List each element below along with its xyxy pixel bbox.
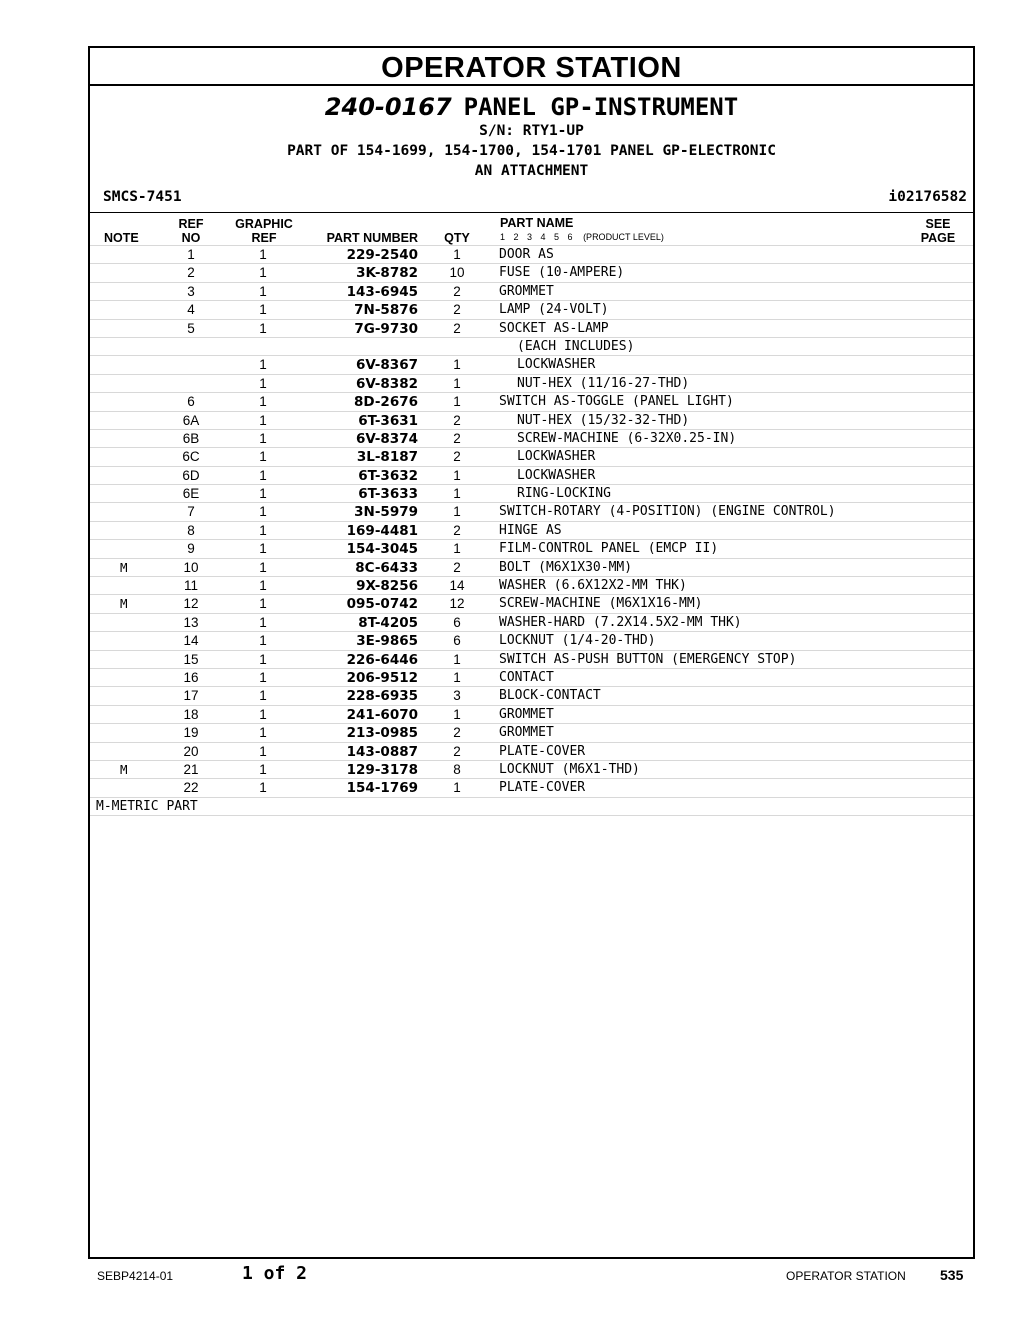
part-name-cell: NUT-HEX (15/32-32-THD) bbox=[517, 412, 690, 428]
table-row bbox=[90, 300, 973, 318]
ref-cell: 19 bbox=[183, 725, 199, 741]
table-row bbox=[90, 631, 973, 649]
product-level-label: (PRODUCT LEVEL) bbox=[583, 232, 664, 242]
header-see-top: SEE bbox=[925, 217, 951, 231]
part-name-cell: FUSE (10-AMPERE) bbox=[499, 265, 625, 281]
ref-cell: 21 bbox=[183, 761, 199, 777]
table-row bbox=[90, 723, 973, 741]
header-ref bbox=[170, 217, 212, 245]
part-number-cell: 7N-5876 bbox=[354, 302, 418, 319]
part-number-cell: 9X-8256 bbox=[356, 578, 418, 595]
smcs-code: SMCS-7451 bbox=[103, 189, 182, 205]
ref-cell: 13 bbox=[183, 614, 199, 630]
header-rule bbox=[90, 212, 973, 213]
footer-page-of: 1 of 2 bbox=[242, 1263, 308, 1284]
ref-cell: 5 bbox=[187, 320, 195, 336]
qty-cell: 2 bbox=[453, 283, 461, 299]
part-number-cell: 154-3045 bbox=[346, 541, 418, 558]
footnote: M-METRIC PART bbox=[96, 798, 198, 814]
qty-cell: 1 bbox=[453, 467, 461, 483]
table-row bbox=[90, 539, 973, 557]
part-number-cell: 241-6070 bbox=[346, 706, 418, 723]
graphic-ref-cell: 1 bbox=[259, 688, 267, 704]
qty-cell: 2 bbox=[453, 449, 461, 465]
part-name-cell: LOCKNUT (1/4-20-THD) bbox=[499, 633, 656, 649]
ref-cell: 12 bbox=[183, 596, 199, 612]
page-frame bbox=[88, 46, 975, 1259]
qty-cell: 6 bbox=[453, 614, 461, 630]
graphic-ref-cell: 1 bbox=[259, 449, 267, 465]
header-ref-bottom: NO bbox=[181, 231, 201, 245]
qty-cell: 1 bbox=[453, 651, 461, 667]
qty-cell: 1 bbox=[453, 706, 461, 722]
ref-cell: 2 bbox=[187, 265, 195, 281]
header-graphic-bottom: REF bbox=[251, 231, 277, 245]
part-name-cell: LOCKWASHER bbox=[517, 357, 596, 373]
section-title: OPERATOR STATION bbox=[90, 48, 973, 86]
part-name-cell: FILM-CONTROL PANEL (EMCP II) bbox=[499, 541, 719, 557]
ref-cell: 6B bbox=[182, 430, 200, 446]
table-row bbox=[90, 742, 973, 760]
part-number-cell: 3N-5979 bbox=[354, 504, 418, 521]
group-part-number: 240-0167 bbox=[324, 93, 452, 121]
ref-cell: 6A bbox=[182, 412, 200, 428]
header-part-name: PART NAME bbox=[500, 216, 574, 230]
qty-cell: 2 bbox=[453, 725, 461, 741]
qty-cell: 2 bbox=[453, 412, 461, 428]
part-name-cell: SCREW-MACHINE (6-32X0.25-IN) bbox=[517, 430, 737, 446]
graphic-ref-cell: 1 bbox=[259, 761, 267, 777]
qty-cell: 1 bbox=[453, 357, 461, 373]
graphic-ref-cell: 1 bbox=[259, 614, 267, 630]
part-number-cell: 8T-4205 bbox=[358, 614, 418, 631]
table-row bbox=[90, 374, 973, 392]
part-number-cell: 154-1769 bbox=[346, 780, 418, 797]
table-row bbox=[90, 411, 973, 429]
graphic-ref-cell: 1 bbox=[259, 486, 267, 502]
part-name-cell: (EACH INCLUDES) bbox=[517, 338, 635, 354]
part-name-cell: NUT-HEX (11/16-27-THD) bbox=[517, 375, 690, 391]
graphic-ref-cell: 1 bbox=[259, 596, 267, 612]
qty-cell: 1 bbox=[453, 375, 461, 391]
note-cell: M bbox=[120, 559, 128, 575]
part-number-cell: 3E-9865 bbox=[356, 633, 418, 650]
part-number-cell: 206-9512 bbox=[346, 669, 418, 686]
part-name-cell: SOCKET AS-LAMP bbox=[499, 320, 609, 336]
part-name-cell: PLATE-COVER bbox=[499, 780, 586, 796]
parts-list bbox=[90, 245, 973, 816]
qty-cell: 2 bbox=[453, 302, 461, 318]
ref-cell: 9 bbox=[187, 541, 195, 557]
ref-cell: 6 bbox=[187, 394, 195, 410]
graphic-ref-cell: 1 bbox=[259, 669, 267, 685]
header-part-number: PART NUMBER bbox=[326, 231, 418, 245]
graphic-ref-cell: 1 bbox=[259, 578, 267, 594]
table-row bbox=[90, 558, 973, 576]
ref-cell: 20 bbox=[183, 743, 199, 759]
table-row bbox=[90, 521, 973, 539]
ref-cell: 3 bbox=[187, 283, 195, 299]
table-row bbox=[90, 263, 973, 281]
part-number-cell: 6T-3633 bbox=[358, 486, 418, 503]
ref-cell: 14 bbox=[183, 633, 199, 649]
part-name-cell: SCREW-MACHINE (M6X1X16-MM) bbox=[499, 596, 703, 612]
table-row bbox=[90, 355, 973, 373]
header-note: NOTE bbox=[104, 231, 139, 245]
graphic-ref-cell: 1 bbox=[259, 394, 267, 410]
part-number-cell: 7G-9730 bbox=[354, 320, 418, 337]
qty-cell: 1 bbox=[453, 541, 461, 557]
graphic-ref-cell: 1 bbox=[259, 467, 267, 483]
footnote-row bbox=[90, 797, 973, 816]
footer-section: OPERATOR STATION bbox=[786, 1269, 906, 1283]
header-graphic-ref bbox=[228, 217, 300, 245]
qty-cell: 1 bbox=[453, 669, 461, 685]
part-name-cell: BLOCK-CONTACT bbox=[499, 688, 601, 704]
qty-cell: 6 bbox=[453, 633, 461, 649]
qty-cell: 3 bbox=[453, 688, 461, 704]
qty-cell: 2 bbox=[453, 430, 461, 446]
graphic-ref-cell: 1 bbox=[259, 541, 267, 557]
part-number-cell: 143-0887 bbox=[346, 743, 418, 760]
part-number-cell: 129-3178 bbox=[346, 761, 418, 778]
part-name-cell: SWITCH AS-PUSH BUTTON (EMERGENCY STOP) bbox=[499, 651, 797, 667]
part-number-cell: 169-4481 bbox=[346, 522, 418, 539]
part-name-cell: GROMMET bbox=[499, 725, 554, 741]
footer-doc-number: SEBP4214-01 bbox=[97, 1269, 174, 1283]
part-number-cell: 8C-6433 bbox=[355, 559, 418, 576]
graphic-ref-cell: 1 bbox=[259, 633, 267, 649]
table-row bbox=[90, 447, 973, 465]
graphic-ref-cell: 1 bbox=[259, 265, 267, 281]
part-name-cell: HINGE AS bbox=[499, 522, 562, 538]
illustration-id: i02176582 bbox=[888, 189, 967, 205]
table-row bbox=[90, 594, 973, 612]
part-number-cell: 143-6945 bbox=[346, 283, 418, 300]
table-row bbox=[90, 466, 973, 484]
part-name-cell: SWITCH AS-TOGGLE (PANEL LIGHT) bbox=[499, 394, 734, 410]
header-see-page bbox=[918, 217, 958, 245]
table-row bbox=[90, 319, 973, 337]
ref-cell: 16 bbox=[183, 669, 199, 685]
part-name-cell: CONTACT bbox=[499, 669, 554, 685]
table-row bbox=[90, 245, 973, 263]
qty-cell: 1 bbox=[453, 486, 461, 502]
serial-number: S/N: RTY1-UP bbox=[479, 123, 584, 139]
header-ref-top: REF bbox=[178, 217, 204, 231]
part-number-cell: 6V-8374 bbox=[355, 430, 418, 447]
part-name-cell: BOLT (M6X1X30-MM) bbox=[499, 559, 633, 575]
table-row bbox=[90, 613, 973, 631]
ref-cell: 8 bbox=[187, 522, 195, 538]
group-name: PANEL GP-INSTRUMENT bbox=[463, 93, 739, 121]
ref-cell: 7 bbox=[187, 504, 195, 520]
graphic-ref-cell: 1 bbox=[259, 559, 267, 575]
footer-page-number: 535 bbox=[940, 1267, 964, 1283]
part-number-cell: 229-2540 bbox=[346, 247, 418, 263]
header-see-bottom: PAGE bbox=[920, 231, 956, 245]
part-number-cell: 228-6935 bbox=[346, 688, 418, 705]
qty-cell: 12 bbox=[449, 596, 465, 612]
graphic-ref-cell: 1 bbox=[259, 247, 267, 262]
table-row bbox=[90, 576, 973, 594]
ref-cell: 6E bbox=[182, 486, 200, 502]
part-name-cell: WASHER (6.6X12X2-MM THK) bbox=[499, 578, 687, 594]
qty-cell: 1 bbox=[453, 504, 461, 520]
graphic-ref-cell: 1 bbox=[259, 375, 267, 391]
graphic-ref-cell: 1 bbox=[259, 780, 267, 796]
ref-cell: 1 bbox=[187, 247, 195, 262]
part-name-cell: GROMMET bbox=[499, 283, 554, 299]
part-number-cell: 3L-8187 bbox=[356, 449, 418, 466]
part-name-cell: GROMMET bbox=[499, 706, 554, 722]
graphic-ref-cell: 1 bbox=[259, 706, 267, 722]
note-cell: M bbox=[120, 761, 128, 777]
group-title bbox=[90, 92, 973, 122]
part-number-cell: 6T-3632 bbox=[358, 467, 418, 484]
ref-cell: 6D bbox=[182, 467, 200, 483]
graphic-ref-cell: 1 bbox=[259, 725, 267, 741]
part-name-cell: RING-LOCKING bbox=[517, 486, 611, 502]
table-row bbox=[90, 429, 973, 447]
graphic-ref-cell: 1 bbox=[259, 743, 267, 759]
table-row bbox=[90, 650, 973, 668]
ref-cell: 22 bbox=[183, 780, 199, 796]
graphic-ref-cell: 1 bbox=[259, 504, 267, 520]
graphic-ref-cell: 1 bbox=[259, 283, 267, 299]
table-row bbox=[90, 686, 973, 704]
part-name-cell: LOCKNUT (M6X1-THD) bbox=[499, 761, 640, 777]
ref-cell: 18 bbox=[183, 706, 199, 722]
part-number-cell: 3K-8782 bbox=[356, 265, 418, 282]
part-number-cell: 213-0985 bbox=[346, 725, 418, 742]
graphic-ref-cell: 1 bbox=[259, 651, 267, 667]
part-name-cell: LAMP (24-VOLT) bbox=[499, 302, 609, 318]
table-row bbox=[90, 705, 973, 723]
part-number-cell: 6V-8382 bbox=[355, 375, 418, 392]
graphic-ref-cell: 1 bbox=[259, 302, 267, 318]
part-name-cell: DOOR AS bbox=[499, 247, 554, 262]
qty-cell: 8 bbox=[453, 761, 461, 777]
qty-cell: 14 bbox=[449, 578, 465, 594]
part-number-cell: 095-0742 bbox=[346, 596, 418, 613]
ref-cell: 11 bbox=[183, 578, 198, 594]
header-qty: QTY bbox=[444, 231, 470, 245]
part-number-cell: 226-6446 bbox=[346, 651, 418, 668]
qty-cell: 1 bbox=[453, 780, 461, 796]
qty-cell: 2 bbox=[453, 320, 461, 336]
graphic-ref-cell: 1 bbox=[259, 357, 267, 373]
qty-cell: 2 bbox=[453, 559, 461, 575]
table-row bbox=[90, 760, 973, 778]
note-cell: M bbox=[120, 596, 128, 612]
table-row bbox=[90, 668, 973, 686]
table-row bbox=[90, 484, 973, 502]
part-number-cell: 8D-2676 bbox=[353, 394, 418, 411]
ref-cell: 17 bbox=[183, 688, 199, 704]
part-name-cell: WASHER-HARD (7.2X14.5X2-MM THK) bbox=[499, 614, 742, 630]
table-row bbox=[90, 337, 973, 355]
graphic-ref-cell: 1 bbox=[259, 320, 267, 336]
qty-cell: 1 bbox=[453, 247, 461, 262]
graphic-ref-cell: 1 bbox=[259, 412, 267, 428]
part-name-cell: PLATE-COVER bbox=[499, 743, 586, 759]
qty-cell: 10 bbox=[449, 265, 465, 281]
part-name-cell: SWITCH-ROTARY (4-POSITION) (ENGINE CONTROL) bbox=[499, 504, 836, 520]
table-row bbox=[90, 392, 973, 410]
header-graphic-top: GRAPHIC bbox=[235, 217, 293, 231]
part-name-cell: LOCKWASHER bbox=[517, 449, 596, 465]
qty-cell: 2 bbox=[453, 743, 461, 759]
qty-cell: 1 bbox=[453, 394, 461, 410]
table-row bbox=[90, 778, 973, 796]
graphic-ref-cell: 1 bbox=[259, 430, 267, 446]
ref-cell: 6C bbox=[182, 449, 200, 465]
part-number-cell: 6V-8367 bbox=[355, 357, 418, 374]
attachment-line: AN ATTACHMENT bbox=[474, 163, 589, 179]
ref-cell: 15 bbox=[183, 651, 199, 667]
ref-cell: 4 bbox=[187, 302, 195, 318]
header-product-level bbox=[500, 232, 664, 242]
ref-cell: 10 bbox=[183, 559, 199, 575]
table-row bbox=[90, 282, 973, 300]
part-number-cell: 6T-3631 bbox=[358, 412, 418, 429]
graphic-ref-cell: 1 bbox=[259, 522, 267, 538]
part-name-cell: LOCKWASHER bbox=[517, 467, 596, 483]
part-of-line: PART OF 154-1699, 154-1700, 154-1701 PANEL GP-ELECTRONIC bbox=[287, 143, 776, 159]
table-row bbox=[90, 502, 973, 520]
qty-cell: 2 bbox=[453, 522, 461, 538]
product-level-numbers: 1 2 3 4 5 6 bbox=[500, 232, 573, 242]
